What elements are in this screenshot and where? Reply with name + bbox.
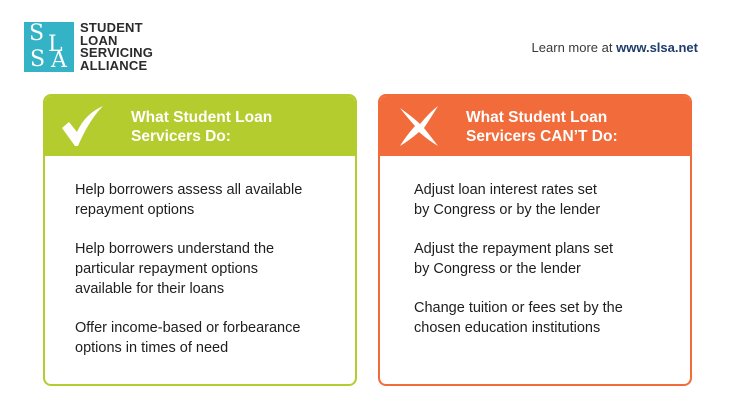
checkmark-icon (59, 104, 107, 148)
item-line: chosen education institutions (414, 320, 601, 336)
item-line: Change tuition or fees set by the (414, 300, 623, 316)
list-item (75, 239, 335, 299)
logo-letter-s2: S (30, 47, 46, 72)
list-item (75, 318, 335, 358)
item-line: by Congress or the lender (414, 261, 581, 277)
title-line: What Student Loan (466, 109, 608, 126)
item-line: Help borrowers understand the (75, 241, 275, 257)
slsa-logo-mark (24, 22, 74, 72)
logo-wordmark (80, 22, 153, 72)
website-link[interactable]: www.slsa.net (616, 40, 698, 55)
servicers-cant-card (378, 94, 692, 386)
servicers-do-card (43, 94, 357, 386)
title-line: What Student Loan (131, 109, 273, 126)
list-item (414, 180, 670, 220)
item-line: Help borrowers assess all available (75, 182, 303, 198)
logo-line: SERVICING (80, 45, 154, 60)
servicers-do-title (131, 108, 272, 146)
logo-line: ALLIANCE (80, 57, 148, 73)
learn-more-prefix: Learn more at (531, 40, 613, 55)
list-item (75, 180, 335, 220)
list-item (414, 298, 670, 338)
item-line: Adjust loan interest rates set (414, 182, 597, 198)
servicers-cant-title (466, 108, 618, 146)
x-mark-icon (394, 104, 442, 148)
item-line: Adjust the repayment plans set (414, 241, 614, 257)
item-line: options in times of need (75, 340, 229, 356)
logo-letter-a: A (51, 48, 67, 72)
servicers-cant-list (380, 156, 690, 338)
servicers-do-header (45, 96, 355, 156)
item-line: Offer income-based or forbearance (75, 320, 301, 336)
item-line: by Congress or by the lender (414, 202, 601, 218)
servicers-cant-header (380, 96, 690, 156)
list-item (414, 239, 670, 279)
item-line: repayment options (75, 202, 195, 218)
servicers-do-list (45, 156, 355, 358)
item-line: available for their loans (75, 281, 225, 297)
title-line: Servicers Do: (131, 128, 231, 145)
title-line: Servicers CAN’T Do: (466, 128, 618, 145)
logo-line: LOAN (80, 32, 118, 48)
item-line: particular repayment options (75, 261, 258, 277)
logo-letter-s1: S (29, 22, 45, 46)
logo-line: STUDENT (80, 20, 143, 35)
learn-more-text (532, 40, 698, 55)
logo-letter-l: L (48, 32, 63, 57)
